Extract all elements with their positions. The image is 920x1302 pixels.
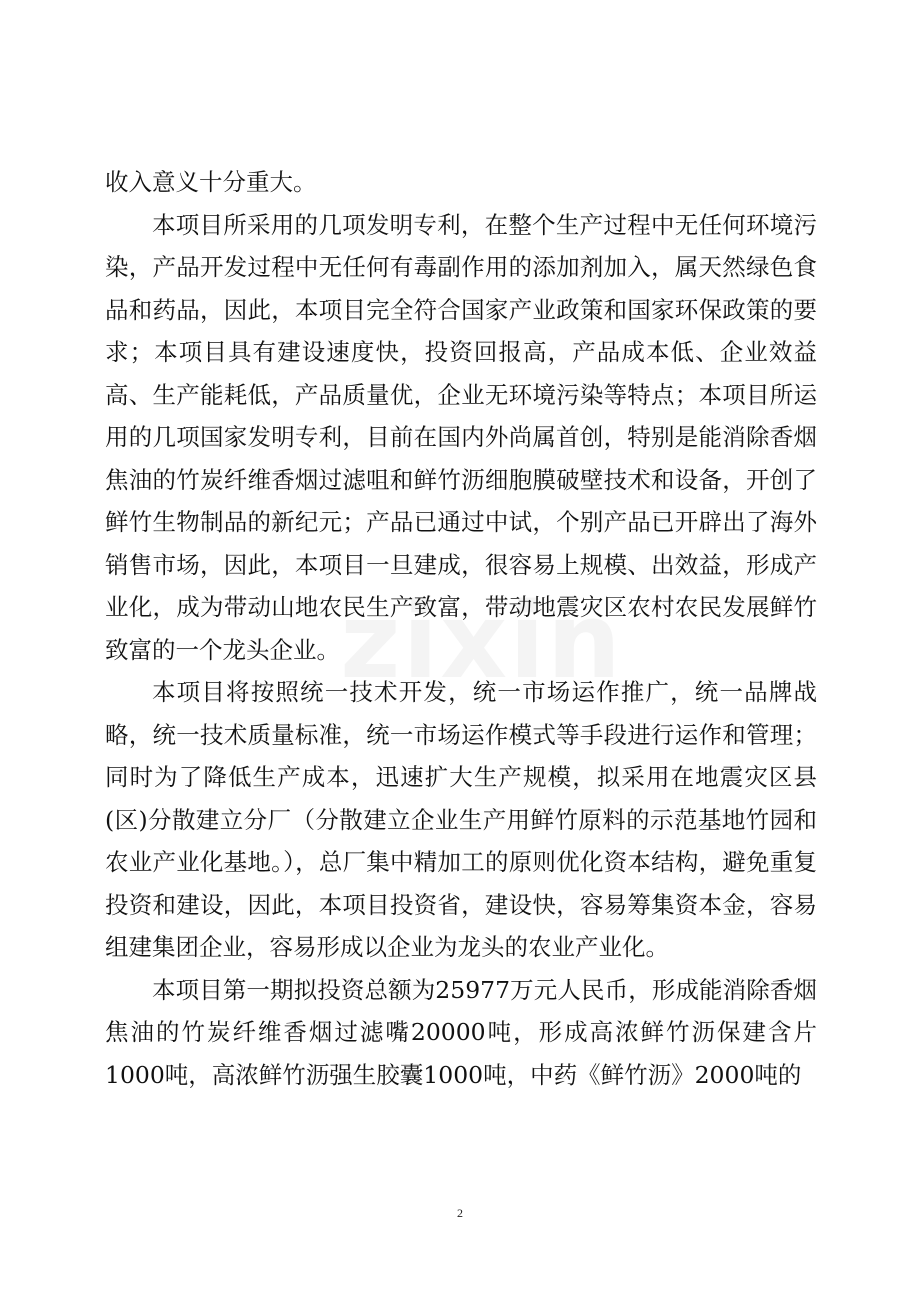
paragraph-continuation: 收入意义十分重大。 (105, 168, 317, 196)
document-body (105, 161, 817, 1096)
paragraph-operation: 本项目将按照统一技术开发，统一市场运作推广，统一品牌战略，统一技术质量标准，统一市场运作模式等手段进行运作和管理；同时为了降低生产成本，迅速扩大生产规模，拟采用在地震灾区县(区)分散建立分厂（分散建立企业生产用鲜竹原料的示范基地竹园和农业产业化基地。），总厂集中精加工的原则优化资本结构，避免重复投资和建设，因此，本项目投资省，建设快，容易筹集资本金，容易组建集团企业，容易形成以企业为龙头的农业产业化。 (105, 678, 817, 961)
paragraph-investment: 本项目第一期拟投资总额为25977万元人民币，形成能消除香烟焦油的竹炭纤维香烟过滤嘴20000吨，形成高浓鲜竹沥保建含片1000吨，高浓鲜竹沥强生胶囊1000吨，中药《鲜竹沥》2000吨的 (105, 975, 817, 1089)
paragraph-patents: 本项目所采用的几项发明专利，在整个生产过程中无任何环境污染，产品开发过程中无任何有毒副作用的添加剂加入，属天然绿色食品和药品，因此，本项目完全符合国家产业政策和国家环保政策的要求；本项目具有建设速度快，投资回报高，产品成本低、企业效益高、生产能耗低，产品质量优，企业无环境污染等特点；本项目所运用的几项国家发明专利，目前在国内外尚属首创，特别是能消除香烟焦油的竹炭纤维香烟过滤咀和鲜竹沥细胞膜破壁技术和设备，开创了鲜竹生物制品的新纪元；产品已通过中试，个别产品已开辟出了海外销售市场，因此，本项目一旦建成，很容易上规模、出效益，形成产业化，成为带动山地农民生产致富，带动地震灾区农村农民发展鲜竹致富的一个龙头企业。 (105, 210, 817, 664)
page-number: 2 (457, 1206, 463, 1220)
